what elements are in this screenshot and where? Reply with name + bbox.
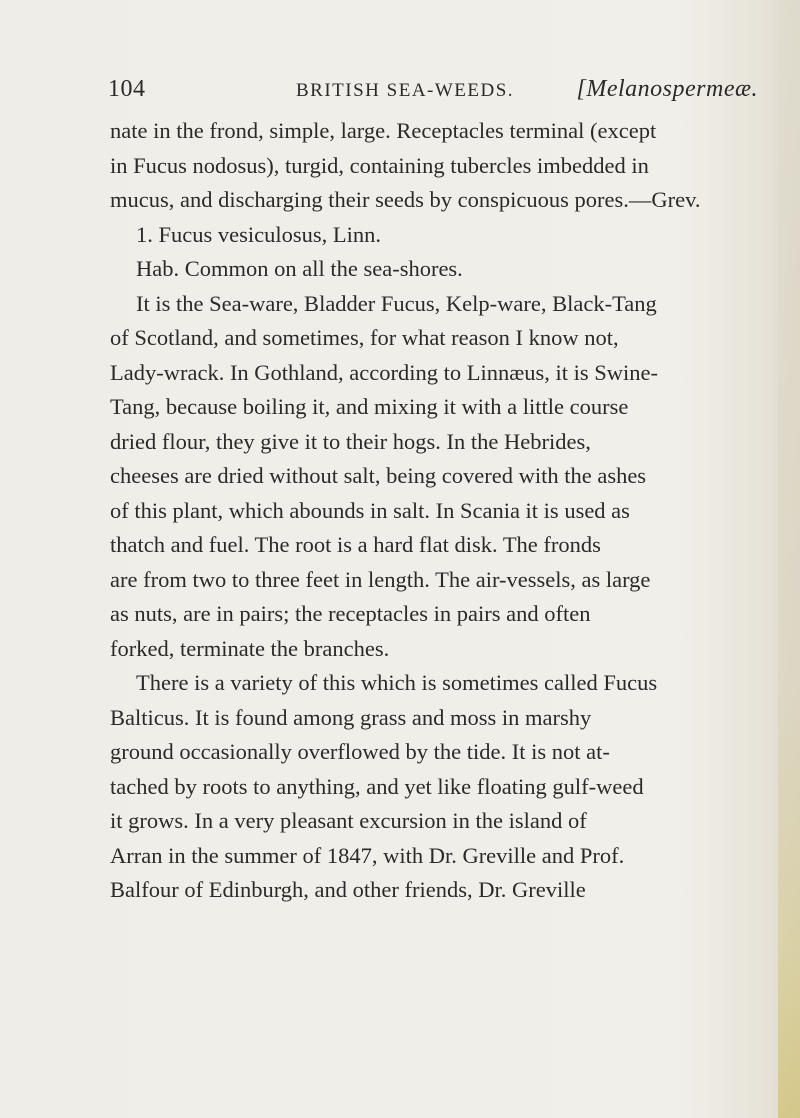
text-line: There is a variety of this which is sometimes called Fucus <box>136 670 658 695</box>
text-line: cheeses are dried without salt, being covered with the ashes <box>110 463 647 488</box>
page-edge <box>778 0 800 1118</box>
habitat-line: Hab. Common on all the sea-shores. <box>136 256 463 281</box>
text-line: are from two to three feet in length. The air-vessels, as large <box>110 566 651 592</box>
body-text <box>110 114 770 908</box>
section-title: [Melanospermeæ. <box>576 76 758 102</box>
text-line: Arran in the summer of 1847, with Dr. Greville and Prof. <box>110 842 625 868</box>
text-line: thatch and fuel. The root is a hard flat disk. The fronds <box>110 532 601 557</box>
running-header <box>108 76 758 112</box>
species-heading: 1. Fucus vesiculosus, Linn. <box>136 221 381 247</box>
text-line: nate in the frond, simple, large. Receptacles terminal (except <box>110 118 657 143</box>
text-line: forked, terminate the branches. <box>110 635 390 661</box>
text-line: Lady-wrack. In Gothland, according to Linnæus, it is Swine- <box>110 359 659 385</box>
text-line: Balfour of Edinburgh, and other friends, Dr. Greville <box>110 877 586 902</box>
text-line: it grows. In a very pleasant excursion in the island of <box>110 808 587 833</box>
text-line: mucus, and discharging their seeds by conspicuous pores.—Grev. <box>110 187 701 212</box>
text-line: as nuts, are in pairs; the receptacles in pairs and often <box>110 601 591 626</box>
running-title: BRITISH SEA-WEEDS. <box>296 80 515 101</box>
text-line: of this plant, which abounds in salt. In Scania it is used as <box>110 497 630 523</box>
text-line: of Scotland, and sometimes, for what reason I know not, <box>110 325 619 350</box>
text-line: ground occasionally overflowed by the tide. It is not at- <box>110 739 610 764</box>
text-line: tached by roots to anything, and yet like floating gulf-weed <box>110 773 644 799</box>
text-line: Tang, because boiling it, and mixing it with a little course <box>110 394 629 419</box>
text-line: It is the Sea-ware, Bladder Fucus, Kelp-ware, Black-Tang <box>136 290 657 316</box>
text-line: in Fucus nodosus), turgid, containing tubercles imbedded in <box>110 152 649 178</box>
text-line: dried flour, they give it to their hogs. In the Hebrides, <box>110 428 591 454</box>
text-line: Balticus. It is found among grass and moss in marshy <box>110 704 592 730</box>
page-number: 104 <box>108 76 146 102</box>
